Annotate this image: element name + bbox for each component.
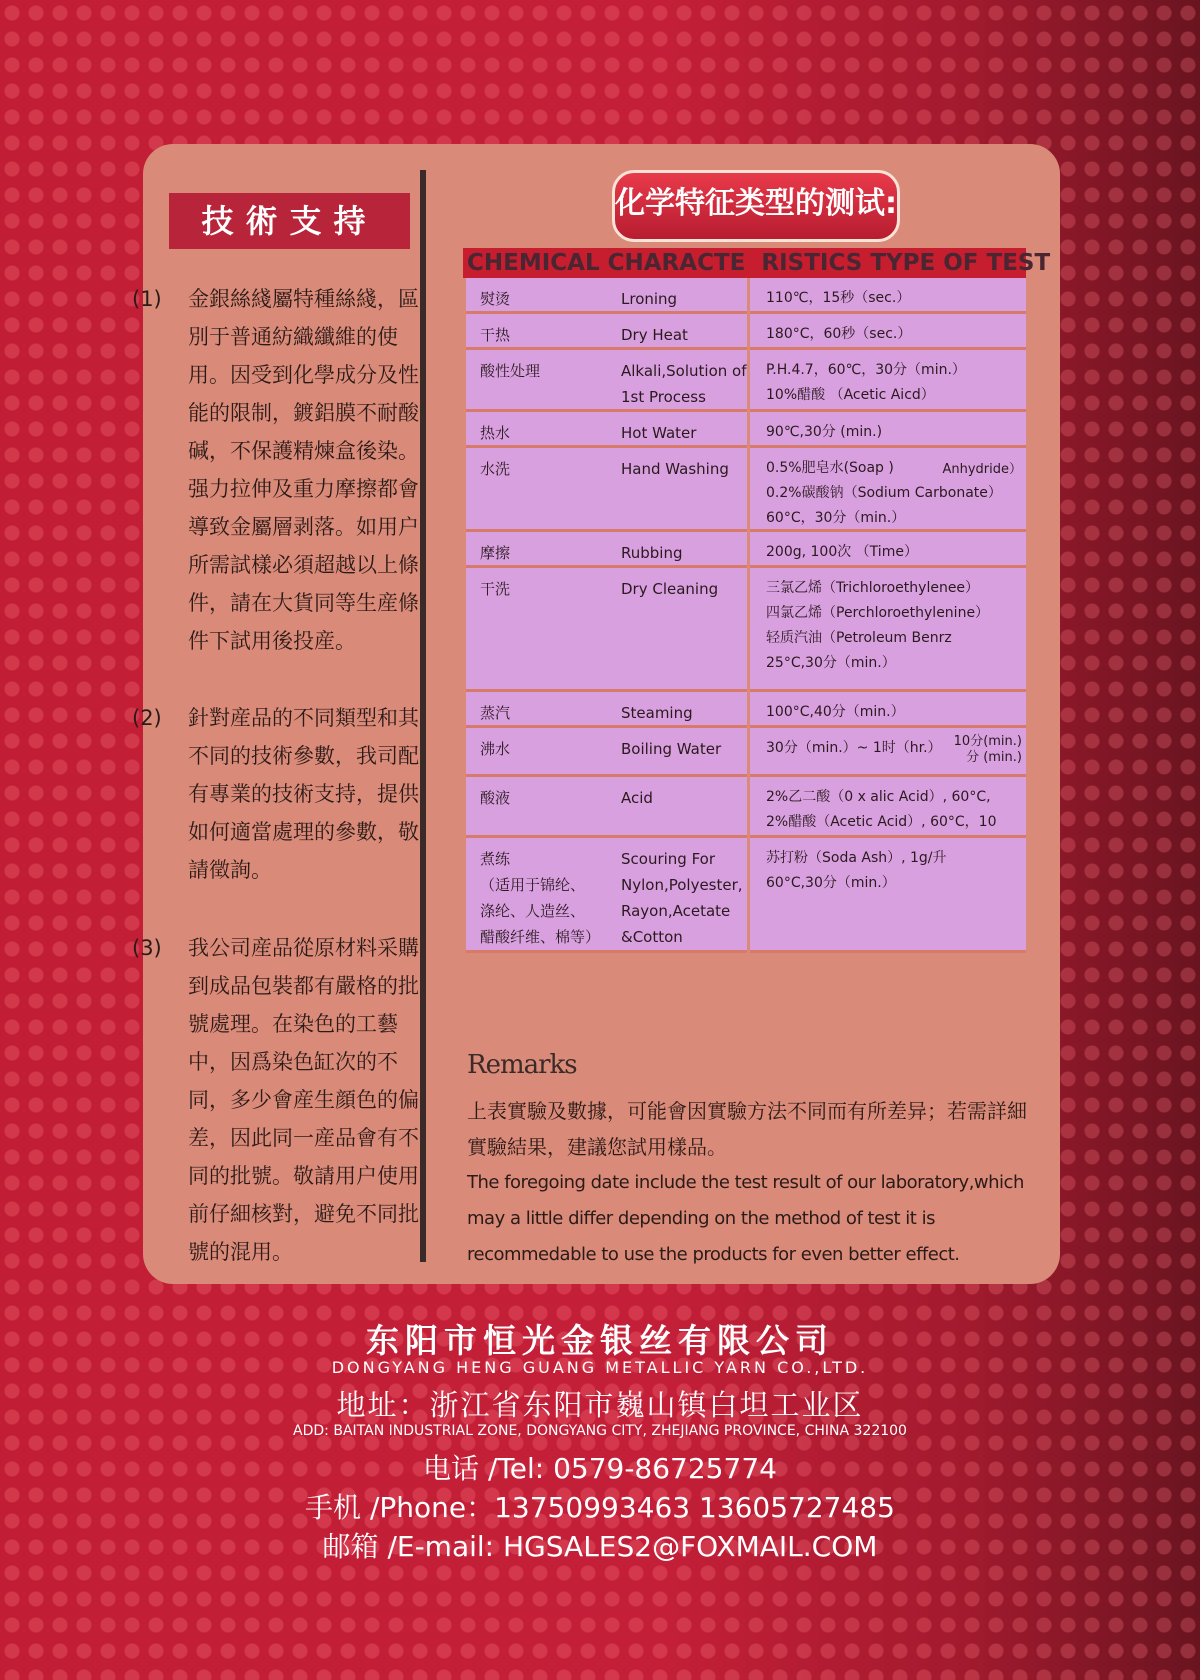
mobile-phone: 手机 /Phone：13750993463 13605727485 [305,1491,895,1524]
table-row [466,777,1026,838]
test-name-en: Boiling Water [621,740,722,758]
test-condition: 90℃,30分 (min.) [766,424,883,440]
remarks-heading: Remarks [467,1050,577,1080]
tech-support-title: 技術支持 [169,193,410,249]
remarks-chinese: 上表實驗及數據，可能會因實驗方法不同而有所差异；若需詳細實驗結果，建議您試用樣品。 [467,1099,1027,1159]
paragraph-1-number: (1) [132,287,162,311]
paragraph-2 [132,699,438,889]
test-condition-cell [750,278,1026,314]
test-name-en: Dry Heat [621,326,688,344]
company-name-cn: 东阳市恒光金银丝有限公司 [366,1321,834,1360]
remarks-english: The foregoing date include the test result of our laboratory,which may a little differ depending on the method of test it is recommedable to use the products for even better effect. [467,1172,1024,1265]
paragraph-1 [132,280,438,660]
test-condition-cell [750,838,1026,953]
test-name-cell [466,448,747,532]
test-name-cn: 干热 [480,326,511,344]
test-condition-cell [750,777,1026,838]
test-condition-cell [750,448,1026,532]
test-condition-cell [750,728,1026,777]
table-row [466,838,1026,953]
company-name-en: DONGYANG HENG GUANG METALLIC YARN CO.,LTD. [331,1358,869,1377]
address-en: ADD: BAITAN INDUSTRIAL ZONE, DONGYANG CITY, ZHEJIANG PROVINCE, CHINA 322100 [293,1423,907,1439]
paragraph-3-number: (3) [132,936,162,960]
test-name-en: Steaming [621,704,693,722]
test-condition: 200g, 100次 （Time） [766,544,918,560]
test-condition-cell [750,532,1026,568]
paragraph-2-number: (2) [132,706,162,730]
test-name-cell [466,532,747,568]
test-condition-cell [750,314,1026,350]
test-name-cn: 酸性处理 [480,362,541,380]
table-row [466,692,1026,728]
paragraph-3-text: 我公司産品從原材料采購到成品包裝都有嚴格的批號處理。在染色的工藝中，因爲染色缸次的不同，多少會産生顔色的偏差，因此同一産品會有不同的批號。敬請用户使用前仔細核對，避免不同批號的混用。 [188,936,419,1264]
table-row [466,278,1026,314]
table-row [466,314,1026,350]
test-name-cell [466,568,747,692]
email: 邮箱 /E-mail: HGSALES2@FOXMAIL.COM [322,1530,878,1563]
test-condition: 110℃，15秒（sec.） [766,290,911,306]
test-name-cn: 蒸汽 [480,704,511,722]
test-condition: 2%乙二酸（0 x alic Acid）, 60°C, 2%醋酸（Acetic Acid）, 60°C，10 [766,789,997,830]
test-condition: P.H.4.7，60℃，30分（min.） 10%醋酸 （Acetic Aicd） [766,362,966,403]
test-condition-cell [750,692,1026,728]
test-condition: 180°C，60秒（sec.） [766,326,912,342]
test-name-cn: 熨烫 [480,290,511,308]
test-name-cn: 水洗 [480,460,511,478]
test-name-en: Hot Water [621,424,697,442]
table-row [466,448,1026,532]
test-name-cell [466,777,747,838]
table-row [466,568,1026,692]
table-row [466,350,1026,412]
test-name-cell [466,278,747,314]
chemical-test-title: 化学特征类型的测试: [612,170,900,242]
test-condition-note: 10分(min.) 分 (min.) [953,734,1022,765]
test-name-en: Lroning [621,290,678,308]
table-row [466,728,1026,777]
test-name-en: Hand Washing [621,460,729,478]
test-condition: 三氯乙烯（Trichloroethylenee） 四氯乙烯（Perchloroethylenine） 轻质汽油（Petroleum Benrz 25°C,30分（min.） [766,580,990,671]
test-name-en: Dry Cleaning [621,580,719,598]
test-name-cn: 酸液 [480,789,511,807]
paragraph-3 [132,929,438,1271]
address-cn: 地址：浙江省东阳市巍山镇白坦工业区 [336,1388,864,1422]
test-name-cell [466,314,747,350]
test-name-cell [466,350,747,412]
test-name-en: Rubbing [621,544,683,562]
test-name-cn: 摩擦 [480,544,511,562]
test-name-cn: 沸水 [480,740,511,758]
table-row [466,412,1026,448]
test-condition: 苏打粉（Soda Ash）, 1g/升 60°C,30分（min.） [766,850,947,891]
table-row [466,532,1026,568]
test-condition: 30分（min.）~ 1时（hr.） [766,740,942,756]
test-name-cn: 干洗 [480,580,511,598]
test-name-cell [466,728,747,777]
test-name-en: Scouring For Nylon,Polyester, Rayon,Acetate &Cotton [621,850,743,946]
paragraph-1-text: 金銀絲綫屬特種絲綫，區別于普通紡織纖維的使用。因受到化學成分及性能的限制，鍍鋁膜不耐酸碱，不保護精煉盒後染。强力拉伸及重力摩擦都會導致金屬層剥落。如用户所需試樣必須超越以上條件，請在大貨同等生産條件下試用後投産。 [188,287,419,653]
test-condition-cell [750,412,1026,448]
test-condition: 0.5%肥皂水(Soap ) 0.2%碳酸钠（Sodium Carbonate） 60°C，30分（min.） [766,460,1002,526]
test-condition-cell [750,350,1026,412]
test-condition-cell [750,568,1026,692]
test-name-en: Acid [621,789,653,807]
test-name-en: Alkali,Solution of 1st Process [621,362,747,406]
telephone: 电话 /Tel: 0579-86725774 [423,1452,777,1485]
test-name-cn: 热水 [480,424,511,442]
test-name-cell [466,412,747,448]
paragraph-2-text: 針對産品的不同類型和其不同的技術參數，我司配有專業的技術支持，提供如何適當處理的參數，敬請徵詢。 [188,706,419,882]
test-name-cn: 煮练 （适用于锦纶、 涤纶、人造丝、 醋酸纤维、棉等） [480,850,601,946]
chemical-table-heading: CHEMICAL CHARACTE RISTICS TYPE OF TEST [463,248,1026,278]
test-name-cell [466,692,747,728]
test-condition: 100°C,40分（min.） [766,704,905,720]
test-condition-note: Anhydride） [942,462,1022,477]
test-name-cell [466,838,747,953]
